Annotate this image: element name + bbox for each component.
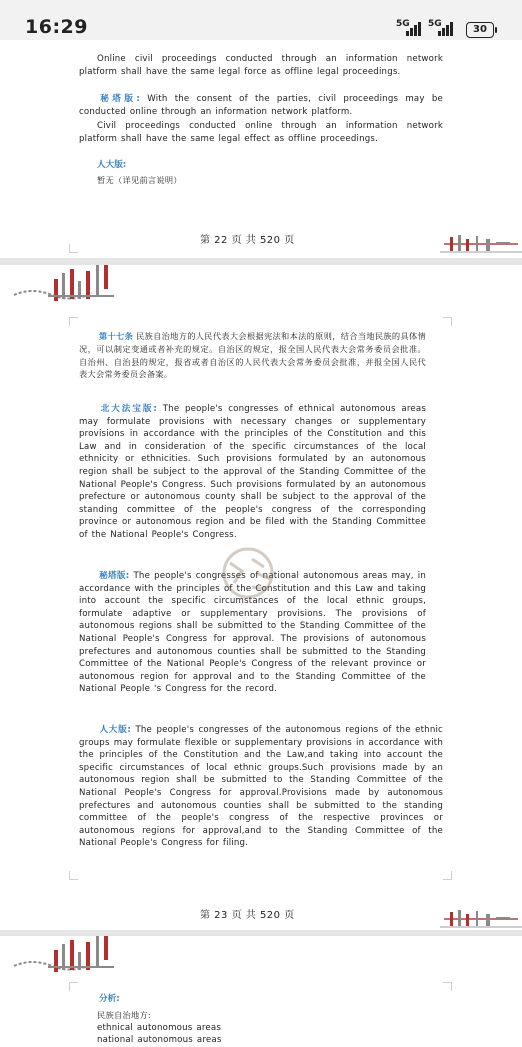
mita-paragraph-2: Civil proceedings conducted online through an information network platform shall have the same legal effect as offline proceedings. [79, 121, 443, 144]
crop-mark [69, 317, 78, 326]
crop-mark [69, 244, 78, 253]
page-footer: 第 23 页 共 520 页 [200, 910, 295, 921]
renda-label: 人大版: [99, 725, 132, 735]
page-footer: 第 22 页 共 520 页 [200, 235, 295, 246]
watermark-seal-icon [212, 543, 286, 605]
pkulaw-paragraph [79, 403, 426, 542]
pkulaw-text: The people's congresses of ethnical autonomous areas may formulate provisions with necessary changes or supplementary provisions in accordance with the principles of the Constitution and this Law and in consideration of the specific circumstances of the local ethnicity or ethnicities. Such provisions formulated by an autonomous region shall be subject to the approval of the Standing Committee of the National People's Congress. Such provisions formulated by an autonomous prefecture or autonomous county shall be subject to the approval of the standing committee of the people's congress of the corresponding province or autonomous region and be filed with the Standing Committee of the National People's Congress. [79, 404, 427, 540]
decorative-architecture-icon [12, 265, 122, 309]
article-17 [79, 330, 426, 381]
analysis-line-2: ethnical autonomous areas [97, 1023, 222, 1033]
analysis-line-3: national autonomous areas [97, 1035, 222, 1045]
signal-bars-icon [406, 20, 421, 36]
signal-bars-icon [438, 20, 453, 36]
analysis-line-1: 民族自治地方: [97, 1010, 151, 1020]
paragraph-text: Online civil proceedings conducted through an information network platform shall have the same legal force as offline legal proceedings. [79, 54, 443, 77]
crop-mark [443, 871, 452, 880]
article-text: 民族自治地方的人民代表大会根据宪法和本法的原则，结合当地民族的具体情况，可以制定变通或者补充的规定。自治区的规定，报全国人民代表大会常务委员会批准。自治州、自治县的规定，报省或者自治区的人民代表大会常务委员会批准，并报全国人民代表大会常务委员会备案。 [79, 331, 427, 380]
crop-mark [69, 871, 78, 880]
mita-paragraph [79, 93, 443, 118]
document-page-22 [0, 40, 522, 258]
mita-text: With the consent of the parties, civil proceedings may be conducted online through an information network platform. [79, 94, 443, 117]
signal-label-2: 5G [428, 19, 442, 29]
decorative-architecture-icon [440, 233, 522, 255]
status-time: 16:29 [25, 16, 88, 38]
decorative-architecture-icon [12, 936, 122, 980]
analysis-label: 分析: [99, 994, 120, 1004]
mita-label: 秘塔版: [99, 571, 130, 581]
pkulaw-label: 北大法宝版: [99, 404, 158, 414]
renda-label: 人大版: [97, 160, 127, 170]
signal-label-1: 5G [396, 19, 410, 29]
article-label: 第十七条 [99, 331, 134, 341]
battery-icon: 30 [466, 22, 494, 38]
renda-paragraph [79, 724, 443, 850]
crop-mark [443, 317, 452, 326]
mita-text: The people's congresses of national autonomous areas may, in accordance with the principles of the Constitution and this Law and taking into account the specific circumstances of the local ethnic groups, formulate adaptive or supplementary provisions. The provisions of autonomous regions shall be submitted to the Standing Committee of the National People's Congress for approval. The provisions of autonomous prefectures and autonomous counties shall be submitted to the Standing Committee of the National People's Congress of the relevant province or autonomous region for approval and to the Standing Committee of the National People 's Congress for the record. [79, 571, 426, 695]
document-page-24 [0, 936, 522, 1047]
crop-mark [69, 982, 78, 991]
decorative-architecture-icon [440, 908, 522, 930]
crop-mark [443, 982, 452, 991]
document-page-23 [0, 265, 522, 930]
renda-text: The people's congresses of the autonomous regions of the ethnic groups may formulate flexible or supplementary provisions in accordance with the principles of the Constitution and the Law,and taking into account the specific circumstances of local ethnic groups.Such provisions made by an autonomous region shall be submitted to the Standing Committee of the National People's Congress for approval.Provisions made by autonomous prefectures and autonomous counties shall be submitted to the standing committee of the people's congress of the respective provinces or autonomous regions for approval,and to the Standing Committee of the National People's Congress for filing. [79, 725, 443, 849]
mita-label: 秘塔版: [97, 94, 141, 104]
renda-text: 暂无（详见前言说明） [97, 175, 182, 185]
